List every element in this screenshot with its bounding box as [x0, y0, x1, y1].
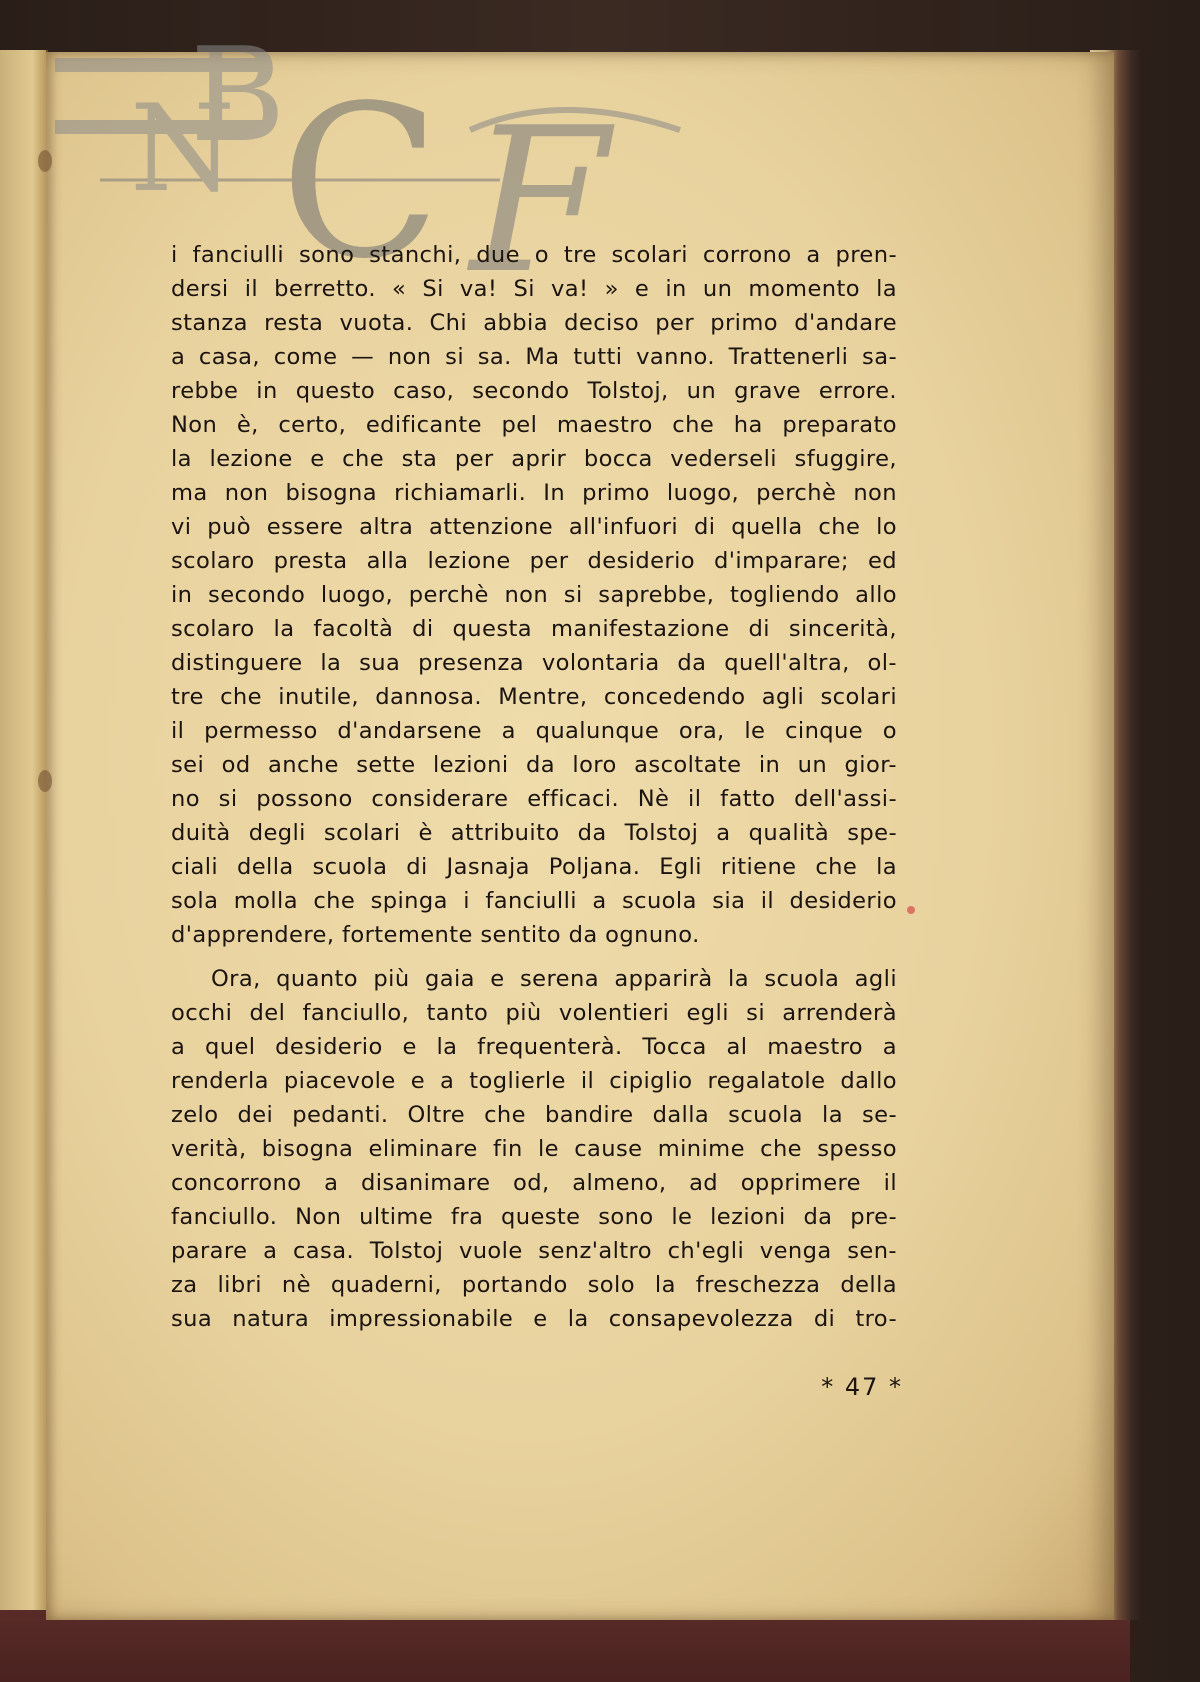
text-line: fanciullo. Non ultime fra queste sono le lezioni da pre-	[171, 1204, 897, 1230]
text-line: verità, bisogna eliminare fin le cause minime che spesso	[171, 1136, 897, 1162]
watermark-letter-c: C	[280, 60, 441, 305]
watermark-letter-n: N	[130, 80, 235, 219]
page-body-text	[171, 238, 897, 1336]
text-line: occhi del fanciullo, tanto più volentieri egli si arrenderà	[171, 1000, 897, 1026]
text-line: a casa, come — non si sa. Ma tutti vanno. Trattenerli sa-	[171, 344, 897, 370]
text-line: scolaro presta alla lezione per desiderio d'imparare; ed	[171, 548, 897, 574]
page-number: * 47 *	[821, 1373, 903, 1401]
text-line: za libri nè quaderni, portando solo la freschezza della	[171, 1272, 897, 1298]
text-line: sua natura impressionabile e la consapevolezza di tro-	[171, 1306, 897, 1332]
watermark-letter-b: B	[190, 20, 286, 171]
text-line: zelo dei pedanti. Oltre che bandire dalla scuola la se-	[171, 1102, 897, 1128]
paragraph	[171, 962, 897, 1336]
text-line: tre che inutile, dannosa. Mentre, concedendo agli scolari	[171, 684, 897, 710]
text-line: i fanciulli sono stanchi, due o tre scolari corrono a pren-	[171, 242, 897, 268]
text-line: stanza resta vuota. Chi abbia deciso per primo d'andare	[171, 310, 897, 336]
text-line: d'apprendere, fortemente sentito da ognuno.	[171, 922, 700, 948]
text-line: ma non bisogna richiamarli. In primo luogo, perchè non	[171, 480, 897, 506]
text-line: in secondo luogo, perchè non si saprebbe, togliendo allo	[171, 582, 897, 608]
page-fold-mark	[38, 770, 52, 792]
text-line: la lezione e che sta per aprir bocca vederseli sfuggire,	[171, 446, 897, 472]
text-line: no si possono considerare efficaci. Nè il fatto dell'assi-	[171, 786, 897, 812]
text-line: vi può essere altra attenzione all'infuori di quella che lo	[171, 514, 897, 540]
text-line: ciali della scuola di Jasnaja Poljana. Egli ritiene che la	[171, 854, 897, 880]
text-line: distinguere la sua presenza volontaria da quell'altra, ol-	[171, 650, 897, 676]
text-line: sei od anche sette lezioni da loro ascoltate in un gior-	[171, 752, 897, 778]
text-line: Ora, quanto più gaia e serena apparirà la scuola agli	[211, 966, 897, 992]
text-line: sola molla che spinga i fanciulli a scuola sia il desiderio	[171, 888, 897, 914]
text-line: renderla piacevole e a toglierle il cipiglio regalatole dallo	[171, 1068, 897, 1094]
text-line: concorrono a disanimare od, almeno, ad opprimere il	[171, 1170, 897, 1196]
text-line: parare a casa. Tolstoj vuole senz'altro ch'egli venga sen-	[171, 1238, 897, 1264]
text-line: duità degli scolari è attribuito da Tolstoj a qualità spe-	[171, 820, 897, 846]
watermark-letter-f: F	[470, 85, 609, 318]
text-line: scolaro la facoltà di questa manifestazione di sincerità,	[171, 616, 897, 642]
red-ink-dot	[907, 906, 915, 914]
text-line: il permesso d'andarsene a qualunque ora, le cinque o	[171, 718, 897, 744]
text-line: rebbe in questo caso, secondo Tolstoj, un grave errore.	[171, 378, 897, 404]
paragraph	[171, 238, 897, 952]
text-line: a quel desiderio e la frequenterà. Tocca al maestro a	[171, 1034, 897, 1060]
text-line: dersi il berretto. « Si va! Si va! » e in un momento la	[171, 276, 897, 302]
text-line: Non è, certo, edificante pel maestro che ha preparato	[171, 412, 897, 438]
